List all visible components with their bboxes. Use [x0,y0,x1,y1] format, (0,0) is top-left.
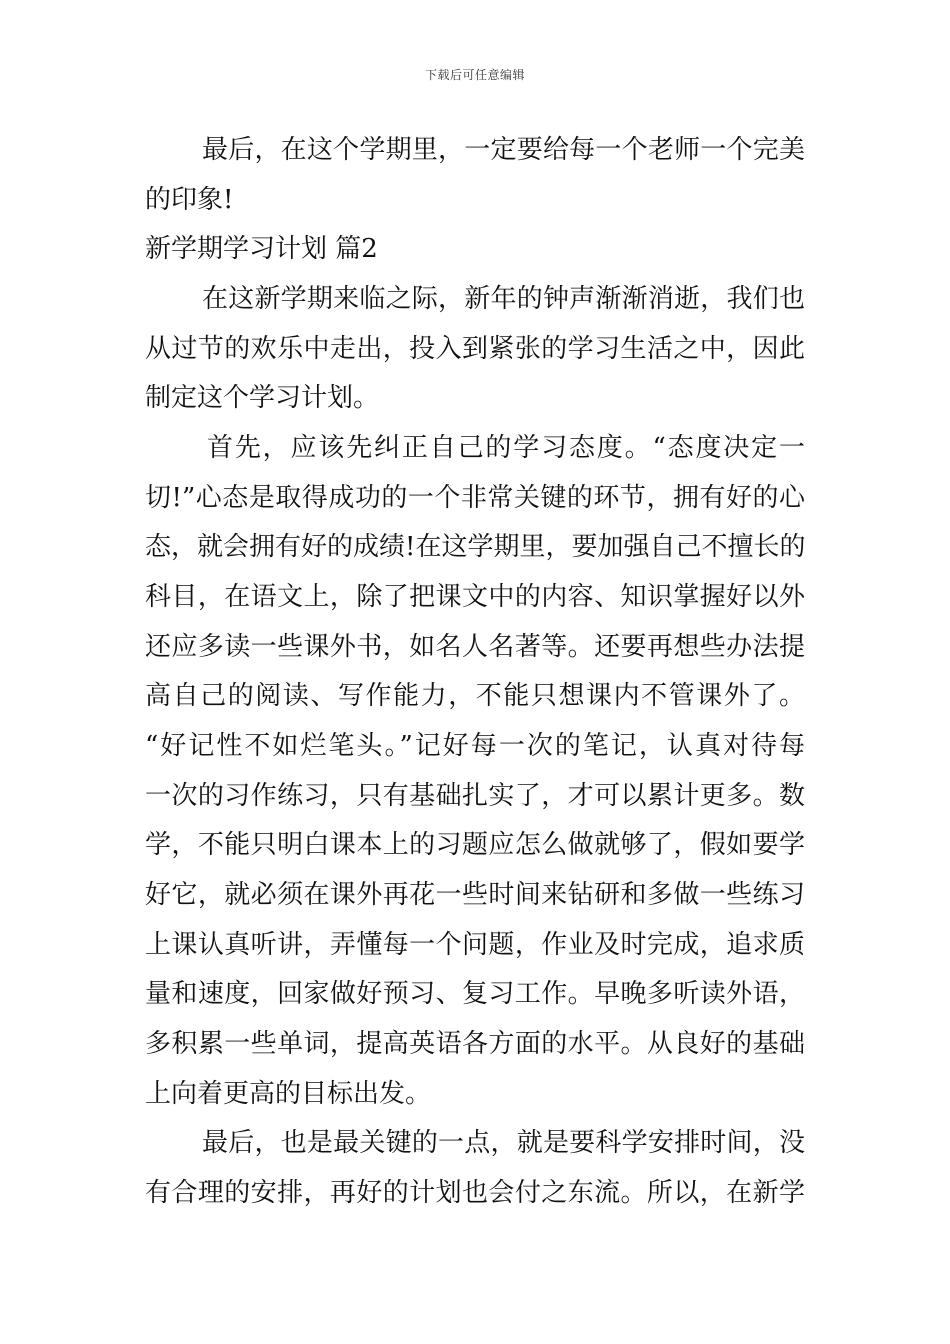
paragraph-line: 制定这个学习计划。 [145,383,380,413]
page-header-note: 下载后可任意编辑 [424,68,525,82]
paragraph-line: 多积累一些单词，提高英语各方面的水平。从良好的基础 [145,1029,805,1059]
paragraph-line: 好它，就必须在课外再花一些时间来钻研和多做一些练习 [145,880,805,910]
paragraph-line: 学，不能只明白课本上的习题应怎么做就够了，假如要学 [145,830,805,860]
paragraph-line: 的印象! [145,185,234,215]
paragraph-line: 一次的习作练习，只有基础扎实了，才可以累计更多。数 [145,781,805,811]
paragraph-line: 上向着更高的目标出发。 [145,1079,432,1109]
paragraph-line: 高自己的阅读、写作能力，不能只想课内不管课外了。 [145,681,805,711]
paragraph-line: 在这新学期来临之际，新年的钟声渐渐消逝，我们也 [202,284,805,314]
paragraph-line: 科目，在语文上，除了把课文中的内容、知识掌握好以外 [145,582,805,612]
paragraph-line: 从过节的欢乐中走出，投入到紧张的学习生活之中，因此 [145,334,805,364]
paragraph-line: 有合理的安排，再好的计划也会付之东流。所以，在新学 [145,1178,805,1208]
paragraph-line: 量和速度，回家做好预习、复习工作。早晚多听读外语， [145,979,805,1009]
paragraph-line: 最后，在这个学期里，一定要给每一个老师一个完美 [202,135,805,165]
paragraph-line: 首先，应该先纠正自己的学习态度。“态度决定一 [207,433,805,463]
section-heading: 新学期学习计划 篇2 [145,234,378,264]
paragraph-line: “好记性不如烂笔头。”记好每一次的笔记，认真对待每 [145,731,805,761]
paragraph-line: 上课认真听讲，弄懂每一个问题，作业及时完成，追求质 [145,930,805,960]
paragraph-line: 切!”心态是取得成功的一个非常关键的环节，拥有好的心 [145,483,805,513]
paragraph-line: 态，就会拥有好的成绩!在这学期里，要加强自己不擅长的 [145,532,805,562]
paragraph-line: 最后，也是最关键的一点，就是要科学安排时间，没 [202,1128,805,1158]
paragraph-line: 还应多读一些课外书，如名人名著等。还要再想些办法提 [145,632,805,662]
